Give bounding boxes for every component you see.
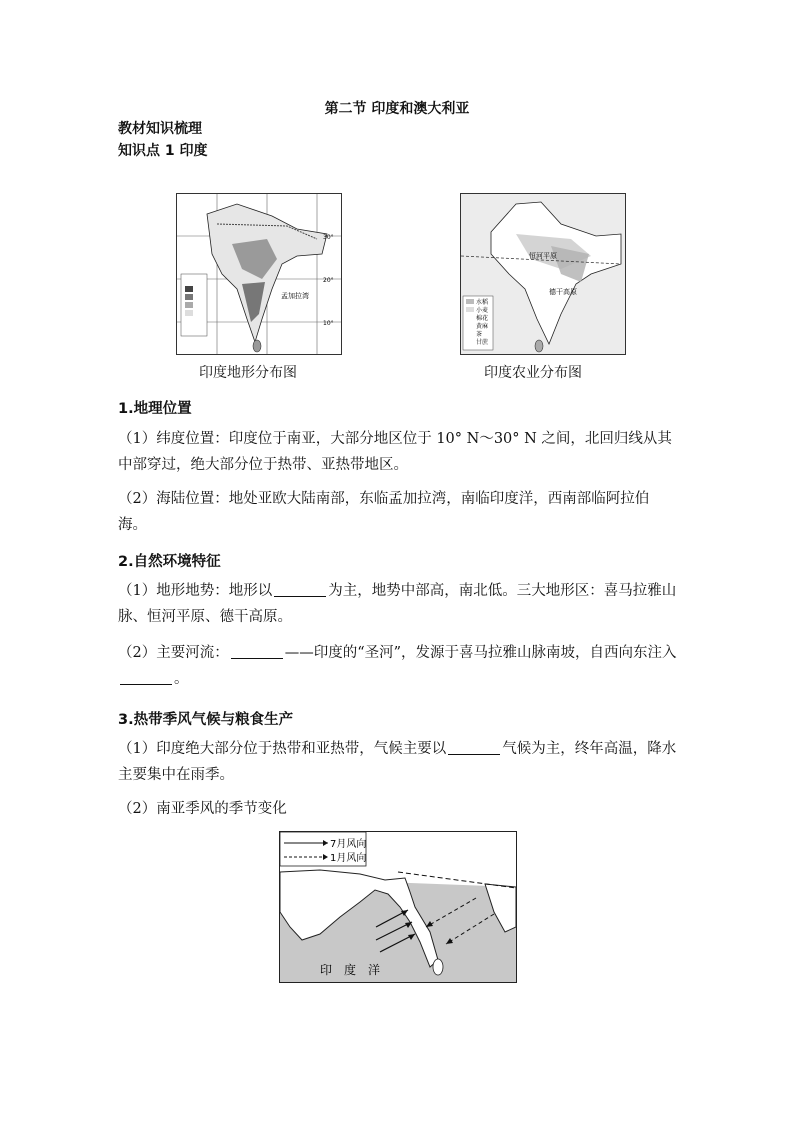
answer-blank-terrain xyxy=(274,582,326,597)
deccan-label: 德干高原 xyxy=(549,288,577,296)
lat-10-label: 10° xyxy=(323,320,334,327)
answer-blank-climate xyxy=(448,740,500,755)
s2p2-text-c: 。 xyxy=(174,671,189,687)
s2p1-text-b: 为主，地势中部高，南北低。三大地形区：喜马拉雅山脉、恒河平原、德干高原。 xyxy=(118,583,677,625)
legend-tea: 茶 xyxy=(476,331,483,338)
section-1-para-2: （2）海陆位置：地处亚欧大陆南部，东临孟加拉湾，南临印度洋，西南部临阿拉伯海。 xyxy=(118,491,650,533)
bay-label: 孟加拉湾 xyxy=(281,292,309,300)
section-1-para-1: （1）纬度位置：印度位于南亚，大部分地区位于 10° N～30° N 之间，北回归线从其中部穿过，绝大部分位于热带、亚热带地区。 xyxy=(118,431,672,473)
legend-sugarcane: 甘蔗 xyxy=(476,339,489,346)
legend-january: 1月风向 xyxy=(330,853,367,864)
india-agriculture-map xyxy=(460,193,626,355)
topic-heading: 知识点 1 印度 xyxy=(118,143,208,159)
s3p1-text-b: 气候为主，终年高温，降水主要集中在雨季。 xyxy=(118,741,677,783)
s3p1-text-a: （1）印度绝大部分位于热带和亚热带，气候主要以 xyxy=(118,741,447,757)
lat-20-label: 20° xyxy=(323,277,334,284)
section-3-title: 3.热带季风气候与粮食生产 xyxy=(118,712,294,728)
section-2-title: 2.自然环境特征 xyxy=(118,554,221,570)
legend-wheat: 小麦 xyxy=(476,307,489,314)
plain-label: 恒河平原 xyxy=(529,252,557,260)
section-3-para-2: （2）南亚季风的季节变化 xyxy=(118,801,287,817)
section-2-para-1 xyxy=(118,578,678,630)
page-title: 第二节 印度和澳大利亚 xyxy=(324,101,470,117)
legend-rice: 水稻 xyxy=(476,299,489,306)
answer-blank-sea xyxy=(120,670,172,685)
s2p2-text-a: （2）主要河流： xyxy=(118,645,229,661)
monsoon-diagram xyxy=(279,831,517,983)
section-3-para-1 xyxy=(118,736,678,788)
legend-july: 7月风向 xyxy=(330,839,367,850)
ocean-label: 印 度 洋 xyxy=(320,963,381,977)
section-1-title: 1.地理位置 xyxy=(118,401,192,417)
section-2-para-2 xyxy=(118,640,678,692)
answer-blank-river xyxy=(231,644,283,659)
lat-30-label: 30° xyxy=(323,234,334,241)
legend-cotton: 棉花 xyxy=(476,315,489,322)
section-heading: 教材知识梳理 xyxy=(118,121,202,137)
india-terrain-map xyxy=(176,193,342,355)
legend-jute: 黄麻 xyxy=(476,323,489,330)
s2p1-text-a: （1）地形地势：地形以 xyxy=(118,583,273,599)
agri-map-caption: 印度农业分布图 xyxy=(484,365,582,381)
s2p2-text-b: ——印度的“圣河”，发源于喜马拉雅山脉南坡，自西向东注入 xyxy=(284,645,677,661)
terrain-map-caption: 印度地形分布图 xyxy=(199,365,297,381)
